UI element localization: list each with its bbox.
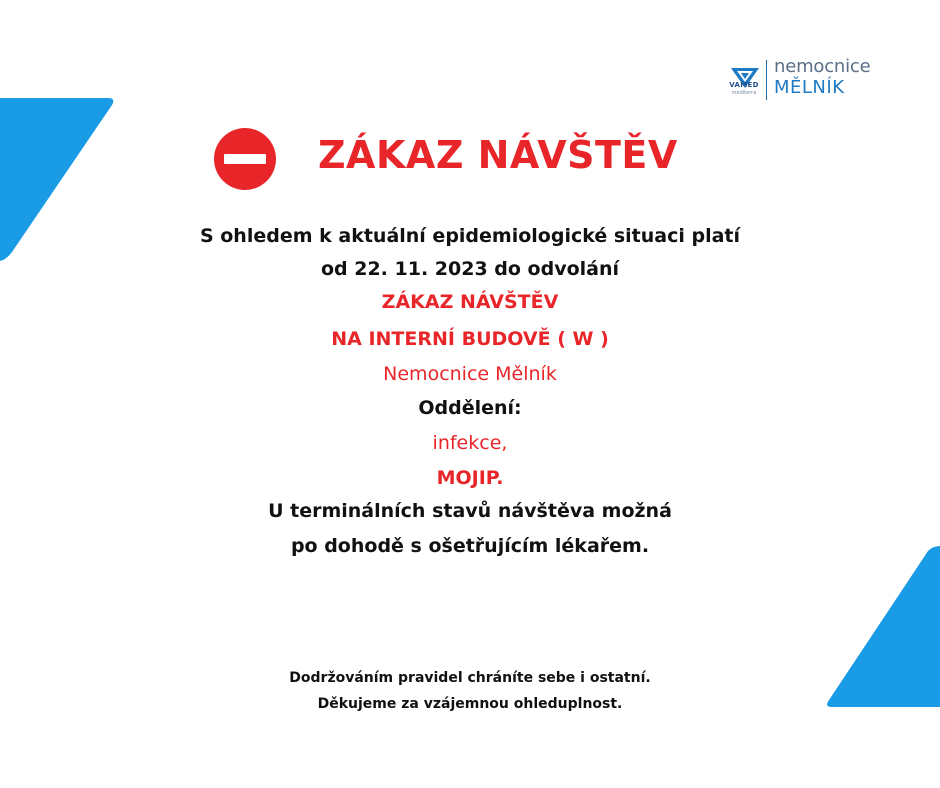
department-2: MOJIP. [436,467,504,489]
logo-brand-sub: mediterra [731,90,757,96]
intro-line-1: S ohledem k aktuální epidemiologické situaci platí [199,225,741,247]
logo-name-line2: MĚLNÍK [774,77,845,98]
footer-line-2: Děkujeme za vzájemnou ohleduplnost. [317,696,623,712]
departments-label: Oddělení: [418,397,522,419]
logo-divider [766,60,767,100]
intro-line-2: od 22. 11. 2023 do odvolání [320,258,620,280]
logo-brand: VAMED [729,81,759,89]
exception-line-1: U terminálních stavů návštěva možná [268,500,672,522]
no-entry-icon [214,128,276,190]
building-line: NA INTERNÍ BUDOVĚ ( W ) [331,328,609,350]
exception-line-2: po dohodě s ošetřujícím lékařem. [290,535,650,557]
notice-title: ZÁKAZ NÁVŠTĚV [318,133,678,177]
hospital-line: Nemocnice Mělník [383,363,557,385]
department-1: infekce, [432,432,508,454]
hospital-logo [722,58,892,104]
footer-line-1: Dodržováním pravidel chráníte sebe i ostatní. [289,670,651,686]
logo-name-line1: nemocnice [774,56,871,77]
ban-line: ZÁKAZ NÁVŠTĚV [381,291,559,313]
